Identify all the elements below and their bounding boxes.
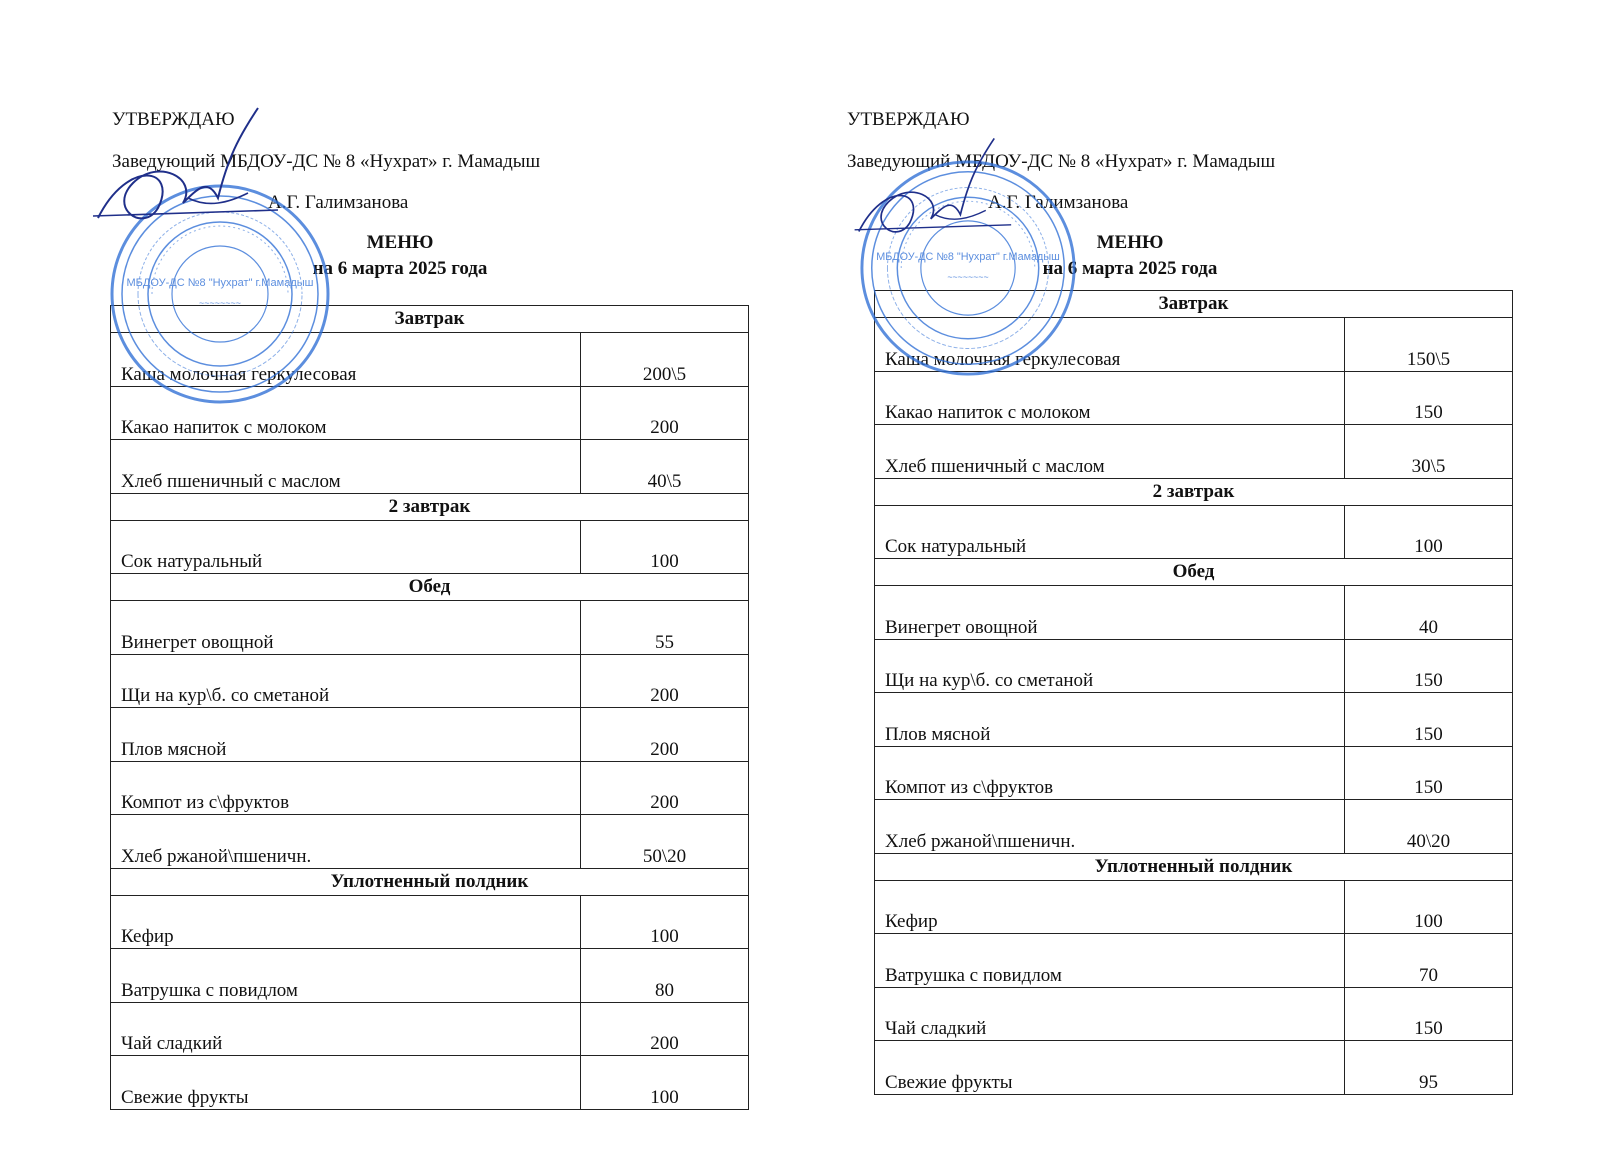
dish-portion: 40\5 xyxy=(581,440,749,494)
section-row xyxy=(875,853,1513,880)
dish-portion: 200 xyxy=(581,708,749,762)
signature-icon xyxy=(88,98,288,228)
menu-table xyxy=(874,290,1513,1095)
dish-portion: 150\5 xyxy=(1345,318,1513,372)
approve-heading: УТВЕРЖДАЮ xyxy=(847,109,970,130)
dish-portion: 150 xyxy=(1345,371,1513,425)
table-row xyxy=(875,425,1513,479)
section-row xyxy=(111,868,749,895)
signature-icon xyxy=(840,130,1030,240)
dish-name: Винегрет овощной xyxy=(111,601,581,655)
dish-name: Кефир xyxy=(875,880,1345,934)
dish-name: Компот из с\фруктов xyxy=(111,761,581,815)
dish-name: Хлеб ржаной\пшеничн. xyxy=(875,800,1345,854)
section-row xyxy=(875,478,1513,505)
approve-heading: УТВЕРЖДАЮ xyxy=(112,109,235,130)
dish-name: Каша молочная геркулесовая xyxy=(875,318,1345,372)
dish-portion: 150 xyxy=(1345,746,1513,800)
table-row xyxy=(111,520,749,574)
section-heading: Обед xyxy=(111,574,749,601)
table-row xyxy=(111,1056,749,1110)
dish-name: Хлеб пшеничный с маслом xyxy=(111,440,581,494)
table-row xyxy=(875,880,1513,934)
dish-name: Ватрушка с повидлом xyxy=(111,949,581,1003)
svg-text:~~~~~~~~: ~~~~~~~~ xyxy=(198,298,242,308)
dish-name: Хлеб пшеничный с маслом xyxy=(875,425,1345,479)
dish-portion: 40\20 xyxy=(1345,800,1513,854)
dish-name: Каша молочная геркулесовая xyxy=(111,333,581,387)
table-row xyxy=(111,949,749,1003)
dish-portion: 70 xyxy=(1345,934,1513,988)
section-heading: 2 завтрак xyxy=(875,478,1513,505)
table-row xyxy=(875,800,1513,854)
dish-portion: 200 xyxy=(581,386,749,440)
dish-portion: 200\5 xyxy=(581,333,749,387)
dish-name: Чай сладкий xyxy=(875,987,1345,1041)
menu-date: на 6 марта 2025 года xyxy=(1042,258,1218,279)
table-row xyxy=(111,440,749,494)
table-row xyxy=(111,895,749,949)
table-row xyxy=(111,708,749,762)
dish-name: Плов мясной xyxy=(875,693,1345,747)
dish-portion: 150 xyxy=(1345,639,1513,693)
table-row xyxy=(875,1041,1513,1095)
section-heading: Завтрак xyxy=(875,291,1513,318)
menu-table xyxy=(110,305,749,1110)
dish-portion: 50\20 xyxy=(581,815,749,869)
table-row xyxy=(875,371,1513,425)
stamp-text: МБДОУ-ДС №8 "Нухрат" г.Мамадыш xyxy=(876,251,1060,264)
dish-name: Щи на кур\б. со сметаной xyxy=(875,639,1345,693)
dish-portion: 150 xyxy=(1345,693,1513,747)
dish-name: Чай сладкий xyxy=(111,1002,581,1056)
dish-portion: 95 xyxy=(1345,1041,1513,1095)
dish-name: Компот из с\фруктов xyxy=(875,746,1345,800)
table-row xyxy=(875,639,1513,693)
dish-portion: 30\5 xyxy=(1345,425,1513,479)
dish-portion: 40 xyxy=(1345,586,1513,640)
menu-title: МЕНЮ xyxy=(1096,232,1164,253)
dish-portion: 200 xyxy=(581,654,749,708)
svg-text:~~~~~~~~: ~~~~~~~~ xyxy=(947,271,989,282)
head-name: А.Г. Галимзанова xyxy=(988,192,1129,213)
section-row xyxy=(875,559,1513,586)
dish-name: Плов мясной xyxy=(111,708,581,762)
dish-portion: 100 xyxy=(1345,880,1513,934)
dish-portion: 200 xyxy=(581,761,749,815)
section-heading: 2 завтрак xyxy=(111,493,749,520)
dish-portion: 100 xyxy=(581,520,749,574)
head-position: Заведующий МБДОУ-ДС № 8 «Нухрат» г. Мамадыш xyxy=(847,151,1276,172)
dish-name: Сок натуральный xyxy=(111,520,581,574)
dish-name: Щи на кур\б. со сметаной xyxy=(111,654,581,708)
dish-portion: 100 xyxy=(581,1056,749,1110)
dish-name: Свежие фрукты xyxy=(875,1041,1345,1095)
table-row xyxy=(875,693,1513,747)
section-row xyxy=(111,493,749,520)
dish-name: Какао напиток с молоком xyxy=(875,371,1345,425)
table-row xyxy=(875,934,1513,988)
table-row xyxy=(111,815,749,869)
section-heading: Завтрак xyxy=(111,306,749,333)
dish-portion: 150 xyxy=(1345,987,1513,1041)
dish-portion: 80 xyxy=(581,949,749,1003)
stamp-text: МБДОУ-ДС №8 "Нухрат" г.Мамадыш xyxy=(126,277,314,289)
section-row xyxy=(111,574,749,601)
dish-portion: 55 xyxy=(581,601,749,655)
head-position: Заведующий МБДОУ-ДС № 8 «Нухрат» г. Мамадыш xyxy=(112,151,541,172)
dish-name: Винегрет овощной xyxy=(875,586,1345,640)
section-heading: Уплотненный полдник xyxy=(875,853,1513,880)
dish-name: Какао напиток с молоком xyxy=(111,386,581,440)
menu-date: на 6 марта 2025 года xyxy=(312,258,488,279)
dish-name: Хлеб ржаной\пшеничн. xyxy=(111,815,581,869)
table-row xyxy=(111,761,749,815)
dish-name: Свежие фрукты xyxy=(111,1056,581,1110)
section-heading: Обед xyxy=(875,559,1513,586)
section-heading: Уплотненный полдник xyxy=(111,868,749,895)
head-name: А.Г. Галимзанова xyxy=(268,192,409,213)
dish-portion: 200 xyxy=(581,1002,749,1056)
menu-title: МЕНЮ xyxy=(366,232,434,253)
table-row xyxy=(111,1002,749,1056)
dish-portion: 100 xyxy=(581,895,749,949)
dish-name: Ватрушка с повидлом xyxy=(875,934,1345,988)
table-row xyxy=(111,654,749,708)
table-row xyxy=(111,601,749,655)
dish-name: Сок натуральный xyxy=(875,505,1345,559)
table-row xyxy=(875,746,1513,800)
table-row xyxy=(875,505,1513,559)
dish-name: Кефир xyxy=(111,895,581,949)
dish-portion: 100 xyxy=(1345,505,1513,559)
table-row xyxy=(875,987,1513,1041)
table-row xyxy=(875,586,1513,640)
